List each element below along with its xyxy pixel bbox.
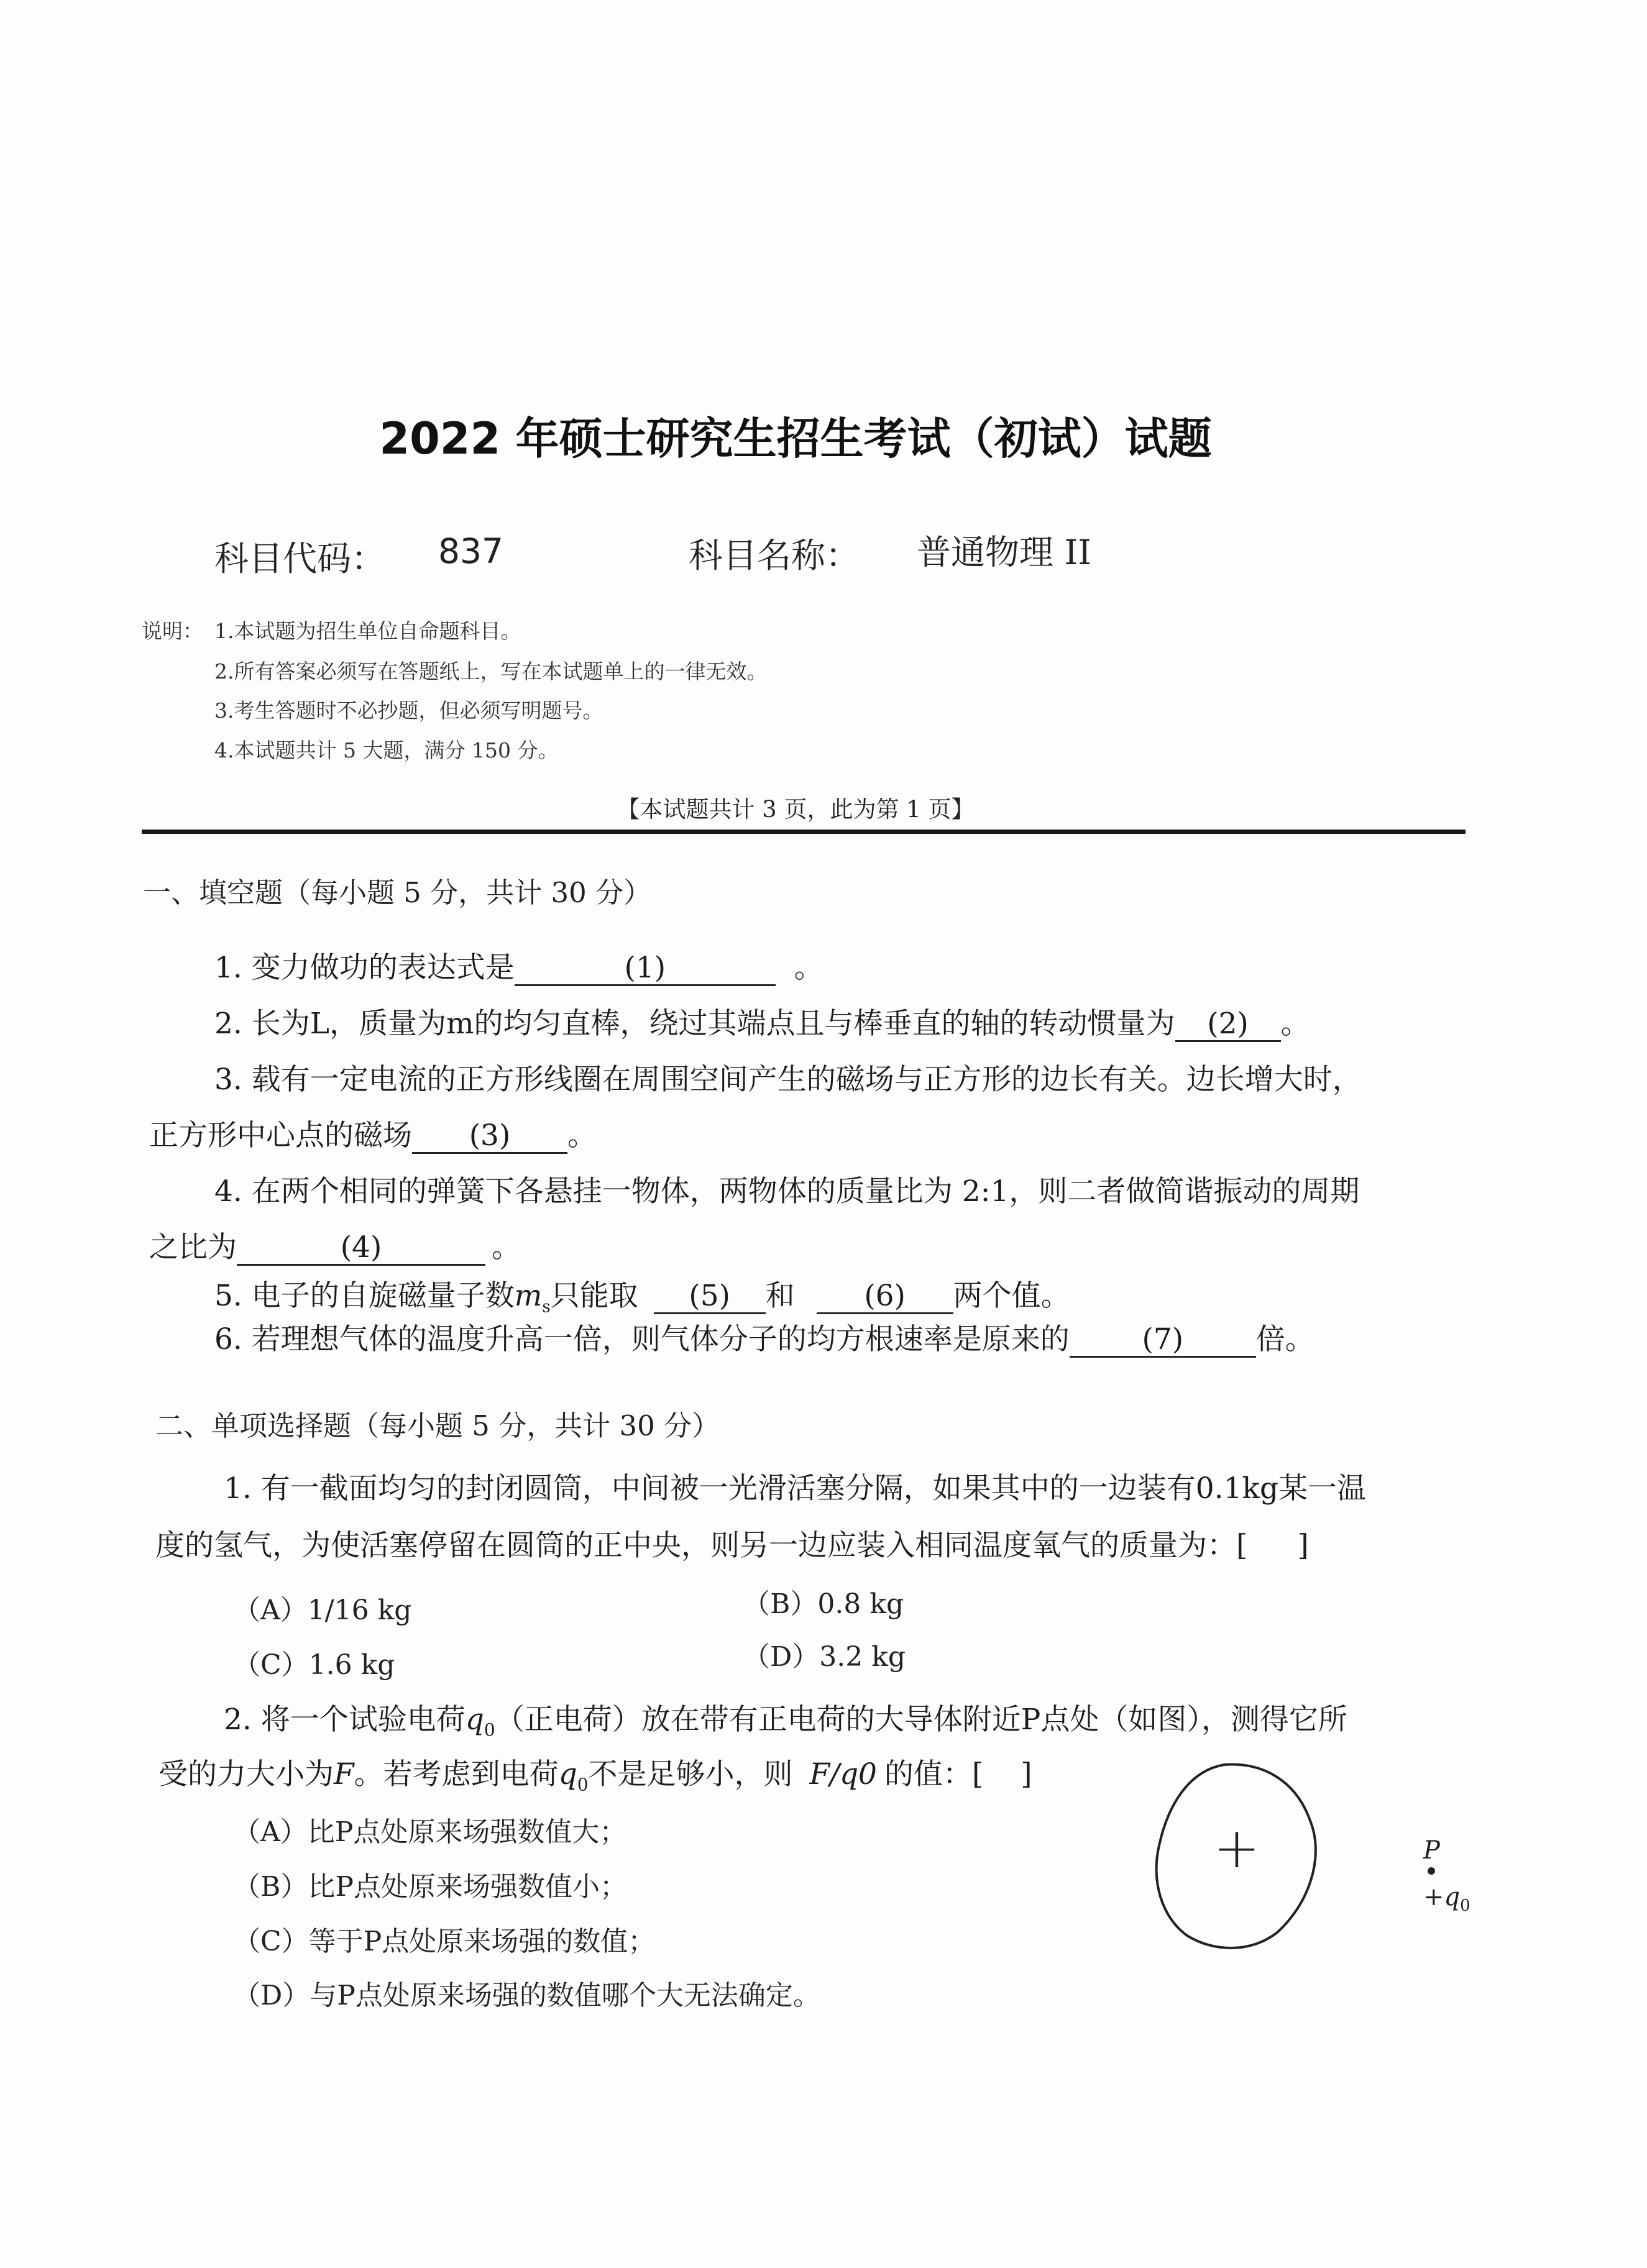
choice-option-a: （A）1/16 kg xyxy=(233,1594,412,1626)
note-item: 2.所有答案必须写在答题纸上，写在本试题单上的一律无效。 xyxy=(214,659,768,684)
choice-option-c: （C）1.6 kg xyxy=(233,1649,395,1681)
fill-question-4-line1: 4. 在两个相同的弹簧下各悬挂一物体，两物体的质量比为 2:1，则二者做简谐振动的周期 xyxy=(214,1174,1360,1209)
fill-question-6: 6. 若理想气体的温度升高一倍，则气体分子的均方根速率是原来的 (7) 倍。 xyxy=(214,1322,1314,1356)
choice-option-b: （B）比P点处原来场强数值小； xyxy=(233,1871,627,1903)
note-item: 3.考生答题时不必抄题，但必须写明题号。 xyxy=(214,698,603,723)
plus-sign: + xyxy=(1213,1816,1260,1881)
section2-heading: 二、单项选择题（每小题 5 分，共计 30 分） xyxy=(155,1409,720,1442)
fill-question-5: 5. 电子的自旋磁量子数$m_s$只能取 (5) 和 (6) 两个值。 xyxy=(214,1279,1070,1317)
answer-blank-2: (2) xyxy=(1175,1008,1281,1042)
choice-question-1-line1: 1. 有一截面均匀的封闭圆筒，中间被一光滑活塞分隔，如果其中的一边装有0.1kg某一温 xyxy=(224,1471,1367,1506)
answer-blank-6: (6) xyxy=(817,1280,953,1314)
fill-question-2: 2. 长为L，质量为m的均匀直棒，绕过其端点且与棒垂直的轴的转动惯量为 (2) 。 xyxy=(214,1007,1310,1041)
choice-option-d: （D）3.2 kg xyxy=(743,1641,906,1673)
fill-question-4-line2: 之比为 (4) 。 xyxy=(149,1230,521,1264)
test-charge-label: $+q_0$ xyxy=(1423,1883,1470,1915)
choice-option-d: （D）与P点处原来场强的数值哪个大无法确定。 xyxy=(233,1980,820,2011)
answer-blank-5: (5) xyxy=(654,1280,766,1314)
choice-question-2-line2: 受的力大小为F。若考虑到电荷$q_0$不是足够小，则 F/q0 的值：[ ] xyxy=(158,1757,1032,1795)
subject-code: 837 xyxy=(438,531,503,571)
fill-question-1: 1. 变力做功的表达式是 (1) 。 xyxy=(214,951,823,985)
answer-blank-7: (7) xyxy=(1070,1324,1256,1358)
answer-blank-1: (1) xyxy=(515,952,776,986)
choice-question-2-line1: 2. 将一个试验电荷$q_0$（正电荷）放在带有正电荷的大导体附近P点处（如图），测得它所 xyxy=(224,1703,1347,1740)
fill-question-3-line1: 3. 载有一定电流的正方形线圈在周围空间产生的磁场与正方形的边长有关。边长增大时， xyxy=(214,1063,1362,1097)
answer-blank-3: (3) xyxy=(412,1120,567,1154)
notes-lead: 说明： xyxy=(142,619,203,643)
page-info: 【本试题共计 3 页，此为第 1 页】 xyxy=(617,796,975,823)
note-item: 4.本试题共计 5 大题，满分 150 分。 xyxy=(214,738,559,762)
subject-name: 普通物理 II xyxy=(917,533,1091,572)
fill-question-3-line2: 正方形中心点的磁场 (3) 。 xyxy=(149,1118,597,1153)
subject-name-label: 科目名称： xyxy=(689,536,860,575)
point-p-dot xyxy=(1428,1867,1435,1875)
section1-heading: 一、填空题（每小题 5 分，共计 30 分） xyxy=(143,876,652,909)
point-p-label: P xyxy=(1423,1836,1440,1875)
answer-blank-4: (4) xyxy=(237,1232,485,1266)
conductor-diagram xyxy=(1144,1752,1330,1964)
choice-question-1-line2: 度的氢气，为使活塞停留在圆筒的正中央，则另一边应装入相同温度氧气的质量为：[ ] xyxy=(155,1529,1309,1563)
exam-title: 2022 年硕士研究生招生考试（初试）试题 xyxy=(379,413,1212,464)
subject-code-label: 科目代码： xyxy=(214,539,386,578)
choice-option-a: （A）比P点处原来场强数值大； xyxy=(233,1816,627,1848)
choice-option-b: （B）0.8 kg xyxy=(743,1588,904,1620)
divider-rule xyxy=(142,830,1466,834)
note-item: 1.本试题为招生单位自命题科目。 xyxy=(214,619,521,643)
choice-option-c: （C）等于P点处原来场强的数值； xyxy=(233,1926,656,1957)
